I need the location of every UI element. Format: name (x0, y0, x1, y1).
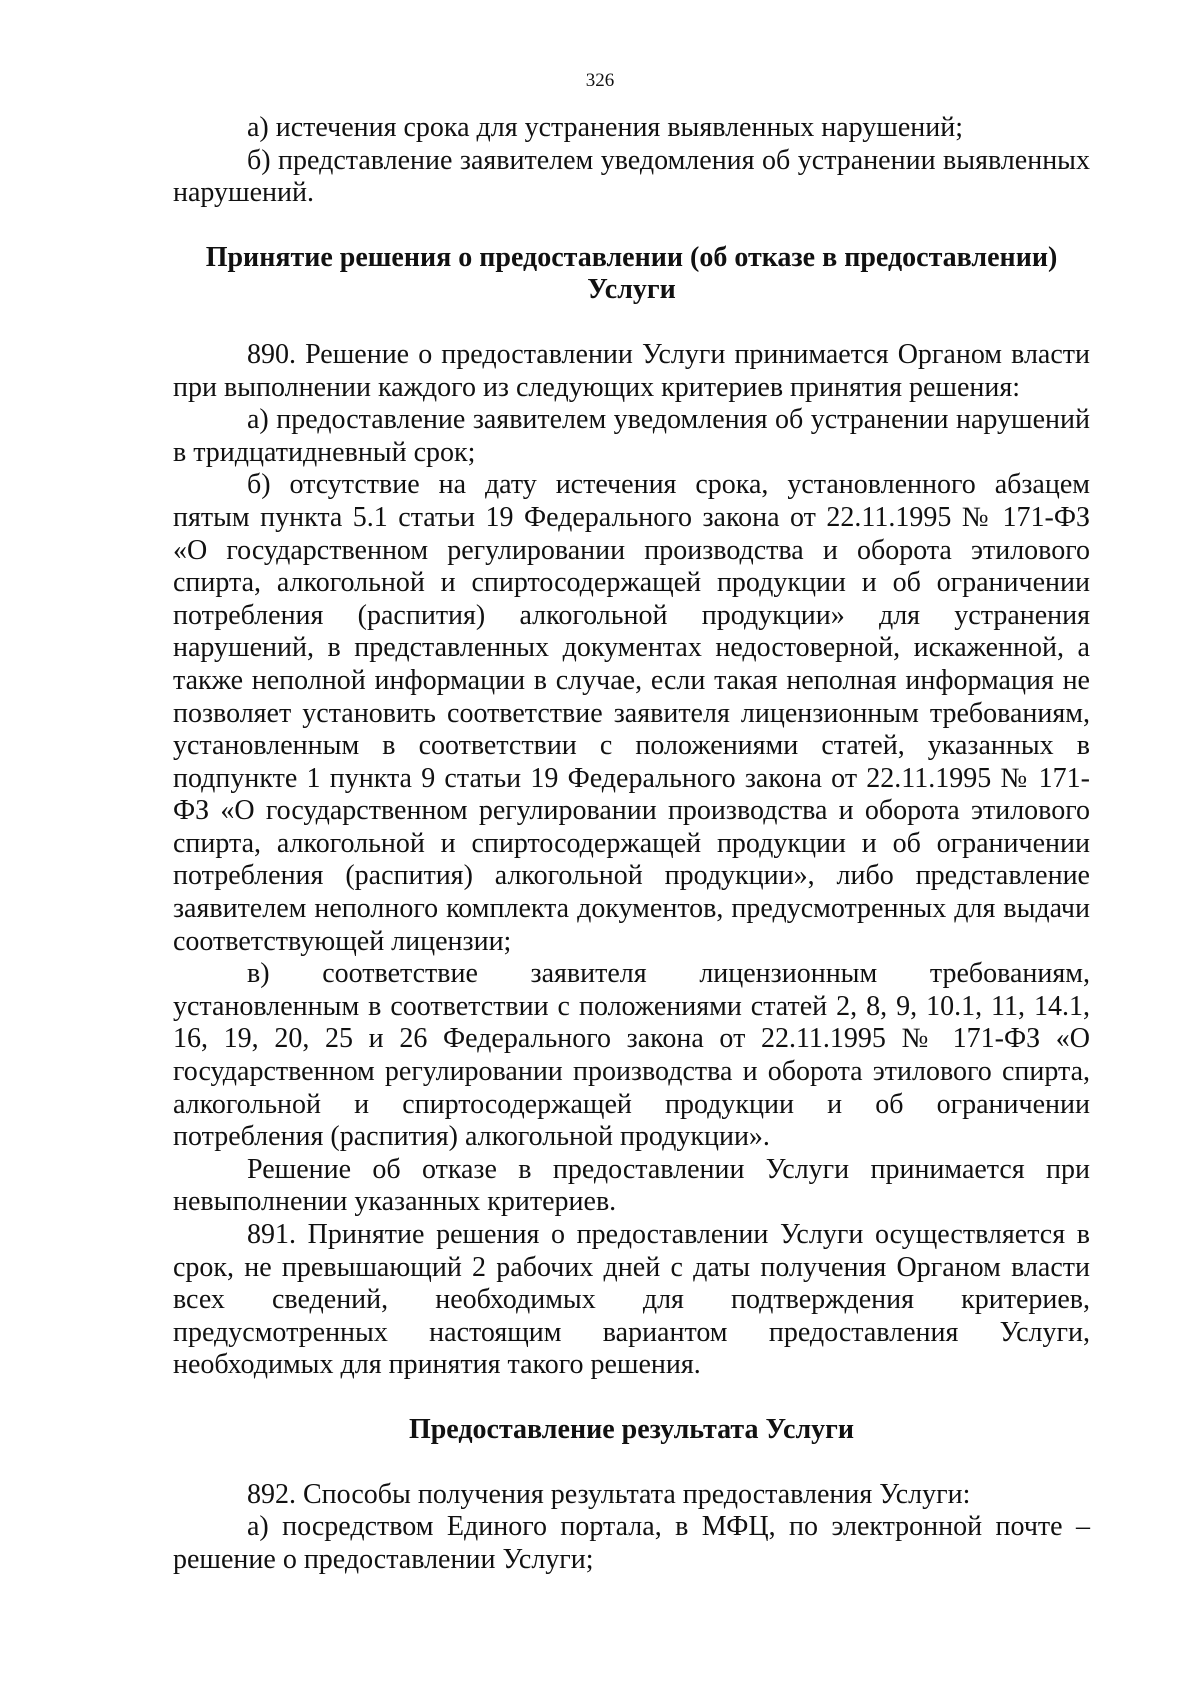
paragraph-refusal: Решение об отказе в предоставлении Услуги принимается при невыполнении указанных критериев. (173, 1153, 1090, 1218)
section-heading-decision: Принятие решения о предоставлении (об отказе в предоставлении) Услуги (205, 241, 1058, 306)
paragraph-891: 891. Принятие решения о предоставлении Услуги осуществляется в срок, не превышающий 2 рабочих дней с даты получения Органом власти всех сведений, необходимых для подтверждения критериев, предусмотренных настоящим вариантом предоставления Услуги, необходимых для принятия такого решения. (173, 1219, 1090, 1381)
document-body (173, 112, 1090, 1576)
paragraph-892: 892. Способы получения результата предоставления Услуги: (247, 1478, 971, 1510)
paragraph-b-notice: б) представление заявителем уведомления об устранении выявленных нарушений. (173, 144, 1090, 209)
spacer (173, 307, 1090, 339)
page-number: 326 (585, 70, 615, 91)
spacer (173, 1447, 1090, 1479)
paragraph-890: 890. Решение о предоставлении Услуги принимается Органом власти при выполнении каждого из следующих критериев принятия решения: (173, 338, 1090, 403)
spacer (173, 1382, 1090, 1414)
paragraph-890-v: в) соответствие заявителя лицензионным требованиям, установленным в соответствии с положениями статей 2, 8, 9, 10.1, 11, 14.1, 16, 19, 20, 25 и 26 Федерального закона от 22.11.1995 № 171-ФЗ «О государственном регулировании производства и оборота этилового спирта, алкогольной и спиртосодержащей продукции и об ограничении потребления (распития) алкогольной продукции». (173, 958, 1090, 1153)
spacer (173, 210, 1090, 242)
paragraph-892-a: а) посредством Единого портала, в МФЦ, по электронной почте – решение о предоставлении Услуги; (173, 1511, 1090, 1575)
paragraph-890-a: а) предоставление заявителем уведомления об устранении нарушений в тридцатидневный срок; (173, 404, 1090, 468)
paragraph-a-expiry: а) истечения срока для устранения выявленных нарушений; (247, 112, 964, 143)
paragraph-890-b: б) отсутствие на дату истечения срока, установленного абзацем пятым пункта 5.1 статьи 19 Федерального закона от 22.11.1995 № 171-ФЗ «О государственном регулировании производства и оборота этилового спирта, алкогольной и спиртосодержащей продукции и об ограничении потребления (распития) алкогольной продукции» для устранения нарушений, в представленных документах недостоверной, искаженной, а также неполной информации в случае, если такая неполная информация не позволяет установить соответствие заявителя лицензионным требованиям, установленным в соответствии с положениями статей, указанных в подпункте 1 пункта 9 статьи 19 Федерального закона от 22.11.1995 № 171-ФЗ «О государственном регулировании производства и оборота этилового спирта, алкогольной и спиртосодержащей продукции и об ограничении потребления (распития) алкогольной продукции», либо представление заявителем неполного комплекта документов, предусмотренных для выдачи соответствующей лицензии; (173, 469, 1090, 957)
section-heading-result: Предоставление результата Услуги (408, 1413, 855, 1445)
